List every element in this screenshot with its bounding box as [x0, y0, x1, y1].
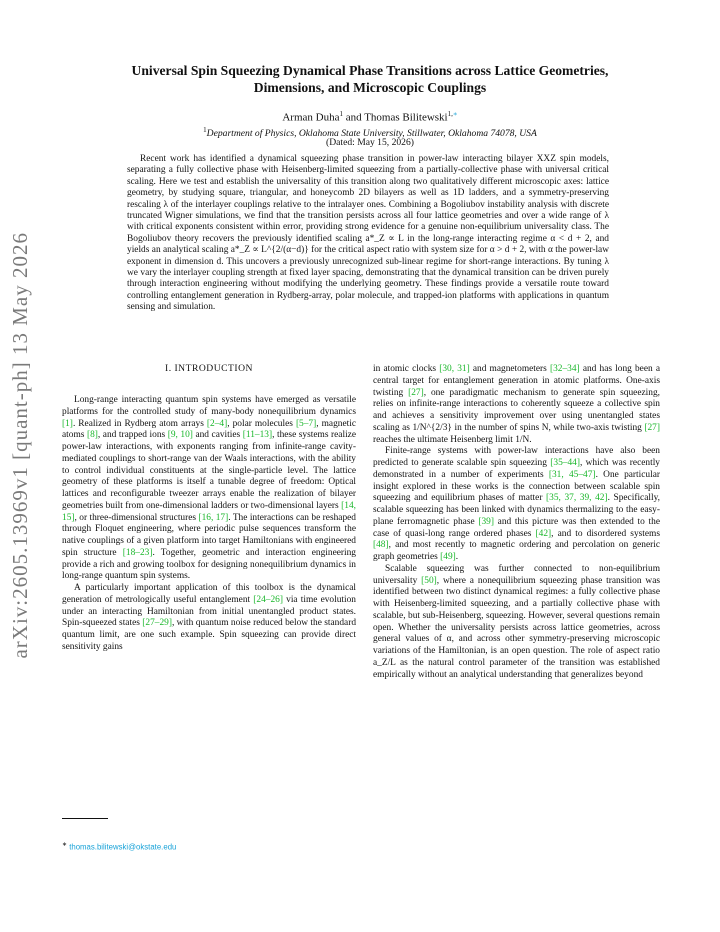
citation-link[interactable]: [18–23] — [122, 547, 153, 558]
citation-link[interactable]: [42] — [535, 528, 552, 539]
citation-link[interactable]: [50] — [421, 575, 437, 586]
citation-link[interactable]: [32–34] — [549, 364, 580, 374]
title-line-1: Universal Spin Squeezing Dynamical Phase Transitions across Lattice Geometries, — [131, 63, 609, 78]
citation-link[interactable]: [16, 17] — [198, 512, 229, 523]
citation-link[interactable]: [11–13] — [242, 430, 273, 441]
arxiv-identifier: arXiv:2605.13969v1 [quant-ph] 13 May 2026 — [7, 231, 32, 659]
citation-link[interactable]: [8] — [86, 430, 98, 441]
citation-link[interactable]: [2–4] — [206, 418, 228, 429]
author-conjunction: and — [345, 111, 362, 124]
citation-link[interactable]: [24–26] — [253, 594, 283, 605]
corresponding-email-link[interactable]: thomas.bilitewski@okstate.edu — [69, 842, 177, 852]
corresponding-author-marker[interactable]: ∗ — [452, 110, 458, 118]
author-1: Arman Duha — [282, 111, 340, 124]
author-2: Thomas Bilitewski — [364, 111, 448, 124]
title-line-2: Dimensions, and Microscopic Couplings — [253, 80, 487, 95]
citation-link[interactable]: [27–29] — [142, 618, 172, 629]
paper-title — [70, 62, 670, 96]
affiliation-text: Department of Physics, Oklahoma State University, Stillwater, Oklahoma 74078, USA — [206, 128, 537, 140]
citation-link[interactable]: [35–44] — [550, 458, 580, 468]
intro-paragraph-4: Finite-range systems with power-law interactions have also been predicted to generate scalable spin squeezing [35–44], which was recently demonstrated in a number of experiments [31, 45–47]. One particular insight explored in these works is the connection between scalable spin squeezing and equilibrium phases of matter [35, 37, 39, 42]. Specifically, scalable squeezing has been linked with dynamics thermalizing to the easy-plane ferromagnetic phase [39] and this picture was then extended to the case of quasi-long range ordered phases [42], and to disordered systems [48], and most recently to magnetic ordering and percolation on generic graph geometries [49]. — [373, 446, 660, 562]
citation-link[interactable]: [27] — [408, 387, 424, 398]
citation-link[interactable]: [1] — [62, 418, 73, 429]
section-heading-introduction: I. INTRODUCTION — [165, 363, 253, 374]
intro-paragraph-continuation: in atomic clocks [30, 31] and magnetometers [32–34] and has long been a central target for entanglement generation in atomic platforms. One-axis twisting [27], one paradigmatic mechanism to generate spin squeezing, relies on infinite-range interactions to coherently squeeze a collective spin and achieves a sensitivity improvement over using unentangled states scaling as 1/N^{2/3} in the number of spins N, while two-axis twisting [27] reaches the ultimate Heisenberg limit 1/N. — [373, 364, 660, 445]
citation-link[interactable]: [48] — [373, 540, 389, 551]
citation-link[interactable]: [9, 10] — [167, 430, 193, 441]
author-1-affil: 1 — [339, 110, 343, 118]
intro-paragraph-2: A particularly important application of this toolbox is the dynamical generation of metrologically useful entanglement [24–26] via time evolution under an interacting Hamiltonian from initial unentangled product states. Spin-squeezed states [27–29], with quantum noise reduced below the standard quantum limit, are one such example. Spin squeezing can provide direct sensitivity gains — [62, 583, 357, 652]
arxiv-identifier-sidebar — [2, 210, 38, 680]
footnote — [62, 840, 176, 853]
author-2-affil: 1,∗ — [447, 110, 458, 118]
right-column — [373, 364, 660, 681]
abstract: Recent work has identified a dynamical squeezing phase transition in power-law interacting bilayer XXZ spin models, separating a fully collective phase with Heisenberg-limited squeezing from a partially-collective phase with universal critical scaling. Here we test and establish the universality of this transition along two qualitatively different microscopic axes: lattice geometry, by studying square, triangular, and honeycomb 2D bilayers as well as 1D ladders, and a symmetry-preserving rescaling λ of the interlayer couplings relative to the intralayer ones. Combining a Bogoliubov instability analysis with discrete truncated Wigner simulations, we find that the transition persists across all four lattice geometries and over a wide range of λ with critical exponents consistent within error, providing strong evidence for a genuine non-equilibrium universality class. The Bogoliubov theory recovers the previously identified scaling a*_Z ∝ L in the long-range interacting regime α < d + 2, and yields an analytical scaling a*_Z ∝ L^{2/(α−d)} for the critical aspect ratio with system size for α > d + 2, with α the power-law exponent in dimension d. This uncovers a previously unrecognized sub-linear regime for short-range interactions. By tuning λ we vary the interlayer coupling strength at fixed layer spacing, demonstrating that the dynamical transition can be driven purely through interaction engineering without modifying the underlying geometry. These findings provide a versatile route toward controlling entanglement generation in Rydberg-array, polar molecule, and trapped-ion platforms with applications in quantum sensing and simulation. — [127, 154, 609, 313]
intro-paragraph-5: Scalable squeezing was further connected to non-equilibrium universality [50], where a nonequilibrium squeezing phase transition was identified between two distinct dynamical regimes: a fully collective phase with Heisenberg-limited squeezing, and a partially collective phase with scalable, but sub-Heisenberg, squeezing. However, several questions remain open. Whether the universality persists across lattice geometries, across general values of α, and across other symmetry-preserving microscopic variations of the Hamiltonian, is an open question. The role of aspect ratio a_Z/L as the natural control parameter of the transition was established empirically without an analytical understanding that generalizes beyond — [373, 563, 660, 680]
citation-link[interactable]: [49] — [440, 552, 456, 562]
citation-link[interactable]: [31, 45–47] — [548, 469, 596, 480]
intro-paragraph-1: Long-range interacting quantum spin systems have emerged as versatile platforms for the controlled study of many-body nonequilibrium dynamics [1]. Realized in Rydberg atom arrays [2–4], polar molecules [5–7], magnetic atoms [8], and trapped ions [9, 10] and cavities [11–13], these systems realize power-law interactions, with exponents ranging from infinite-range cavity-mediated couplings to short-range van der Waals interactions, with the ability to control individual constituents at the single-particle level. The lattice geometry of these platforms is itself a tunable degree of freedom: Optical lattices and reconfigurable tweezer arrays enable the realization of bilayer geometries built from one-dimensional ladders or two-dimensional layers [14, 15], or three-dimensional structures [16, 17]. The interactions can be reshaped through Floquet engineering, where periodic pulse sequences transform the native couplings of a given platform into target Hamiltonians with engineered spin structure [18–23]. Together, geometric and interaction engineering provide a rich and growing toolbox for designing nonequilibrium dynamics in long-range quantum spin systems. — [62, 395, 356, 582]
citation-link[interactable]: [5–7] — [295, 418, 317, 429]
author-list — [70, 107, 670, 125]
footnote-marker: ∗ — [62, 842, 68, 848]
citation-link[interactable]: [14, 15] — [62, 500, 356, 523]
footnote-divider — [62, 818, 108, 819]
citation-link[interactable]: [35, 37, 39, 42] — [546, 493, 608, 504]
citation-link[interactable]: [39] — [478, 516, 494, 527]
citation-link[interactable]: [30, 31] — [439, 364, 470, 374]
left-column — [62, 395, 356, 654]
date-line: (Dated: May 15, 2026) — [326, 137, 414, 148]
affiliation-marker: 1 — [203, 126, 207, 134]
citation-link[interactable]: [27] — [644, 422, 660, 433]
